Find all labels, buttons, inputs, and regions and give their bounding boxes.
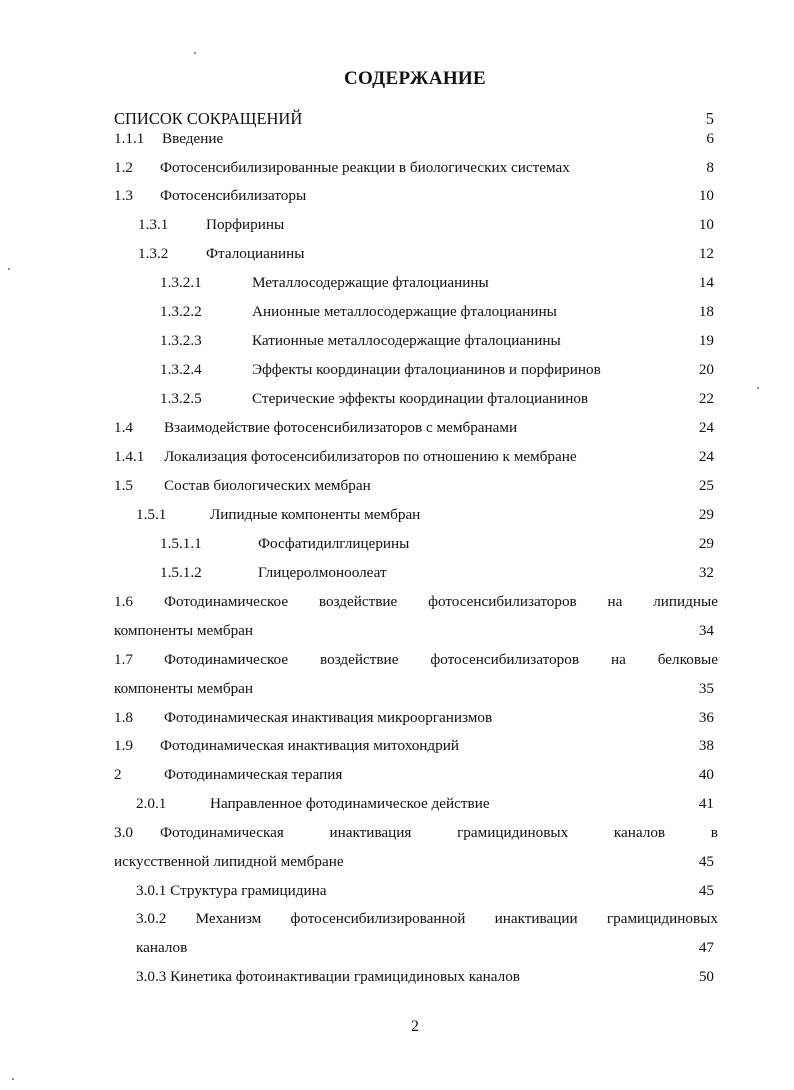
toc-entry-title: СПИСОК СОКРАЩЕНИЙ — [114, 109, 303, 128]
toc-entry-title: Эффекты координации фталоцианинов и порфиринов — [252, 361, 601, 378]
toc-entry-title: Металлосодержащие фталоцианины — [252, 274, 489, 291]
toc-entry-title: 3.0.1 Структура грамицидина — [136, 882, 327, 899]
toc-entry-page: 40 — [698, 766, 714, 783]
toc-entry-title: Направленное фотодинамическое действие — [210, 795, 490, 812]
toc-entry-title: Катионные металлосодержащие фталоцианины — [252, 332, 561, 349]
toc-entry-page: 6 — [706, 130, 714, 147]
toc-entry-page: 35 — [698, 680, 714, 697]
toc-entry-number: 1.3.2.5 — [160, 390, 202, 407]
toc-entry-page: 25 — [698, 477, 714, 494]
toc-entry-title: Фотосенсибилизаторы — [160, 187, 307, 204]
toc-entry-title: Фотодинамическая инактивация митохондрий — [160, 737, 460, 754]
toc-entry-number: 3.0 — [114, 824, 133, 841]
toc-entry-page: 5 — [705, 109, 714, 128]
toc-entry-page: 29 — [698, 506, 714, 523]
toc-entry-page: 12 — [698, 245, 714, 262]
toc-entry-number: 1.3.2.1 — [160, 274, 202, 291]
toc-entry-number: 1.3.2.2 — [160, 303, 202, 320]
toc-entry-title-cont: искусственной липидной мембране — [114, 853, 344, 870]
toc-entry-title-cont: каналов — [136, 939, 188, 956]
toc-entry-title-cont: компоненты мембран — [114, 680, 254, 697]
toc-entry-number: 1.8 — [114, 709, 133, 726]
toc-entry-number: 1.5.1 — [136, 506, 167, 523]
toc-entry-number: 1.3.1 — [138, 216, 169, 233]
scan-speck — [757, 387, 759, 389]
toc-entry-page: 18 — [698, 303, 714, 320]
toc-entry-page: 24 — [698, 448, 714, 465]
toc-entry-number: 2 — [114, 766, 122, 783]
toc-entry-page: 38 — [698, 737, 714, 754]
toc-entry-number: 1.7 — [114, 651, 133, 668]
toc-entry-title: Фотодинамическая инактивация грамицидиновых каналов в — [160, 824, 718, 841]
toc-entry-title: Глицеролмоноолеат — [258, 564, 387, 581]
toc-entry-title: Анионные металлосодержащие фталоцианины — [252, 303, 557, 320]
toc-entry-number: 1.1.1 — [114, 130, 145, 147]
toc-entry-page: 45 — [698, 853, 714, 870]
toc-entry-number: 1.3.2 — [138, 245, 169, 262]
toc-entry-number: 1.5.1.1 — [160, 535, 202, 552]
toc-entry-page: 24 — [698, 419, 714, 436]
toc-entry-page: 41 — [698, 795, 714, 812]
toc-entry-title: Фотодинамическая инактивация микроорганизмов — [164, 709, 493, 726]
toc-entry-page: 36 — [698, 709, 714, 726]
toc-entry-title: Фотосенсибилизированные реакции в биологических системах — [160, 159, 570, 176]
toc-entry-number: 1.6 — [114, 593, 133, 610]
toc-entry-title: Введение — [162, 130, 224, 147]
toc-entry-number: 1.3.2.4 — [160, 361, 202, 378]
toc-entry-number: 1.3 — [114, 187, 133, 204]
toc-entry-page: 29 — [698, 535, 714, 552]
toc-entry-title: Липидные компоненты мембран — [210, 506, 421, 523]
scan-speck — [12, 1078, 14, 1080]
toc-entry-page: 47 — [698, 939, 714, 956]
toc-entry-title: Состав биологических мембран — [164, 477, 371, 494]
toc-entry-title: Взаимодействие фотосенсибилизаторов с мембранами — [164, 419, 518, 436]
toc-entry-number: 1.4 — [114, 419, 133, 436]
toc-entry-title: Порфирины — [206, 216, 285, 233]
toc-entry-page: 20 — [698, 361, 714, 378]
scan-speck — [194, 52, 196, 54]
toc-entry-number: 1.3.2.3 — [160, 332, 202, 349]
page-number: 2 — [411, 1018, 419, 1035]
toc-entry-number: 1.4.1 — [114, 448, 145, 465]
scan-speck — [8, 268, 10, 270]
toc-entry-title: Фотодинамическое воздействие фотосенсибилизаторов на липидные — [164, 593, 718, 610]
toc-entry-number: 2.0.1 — [136, 795, 167, 812]
toc-entry-title: Фталоцианины — [206, 245, 305, 262]
toc-entry-page: 8 — [706, 159, 714, 176]
toc-entry-title: Локализация фотосенсибилизаторов по отношению к мембране — [164, 448, 577, 465]
toc-entry-number: 1.9 — [114, 737, 133, 754]
toc-entry-title-cont: компоненты мембран — [114, 622, 254, 639]
toc-entry-title: Стерические эффекты координации фталоцианинов — [252, 390, 589, 407]
toc-entry-title: 3.0.2 Механизм фотосенсибилизированной инактивации грамицидиновых — [136, 910, 718, 927]
toc-entry-number: 1.5.1.2 — [160, 564, 202, 581]
toc-entry-page: 10 — [698, 187, 714, 204]
toc-entry-number: 1.5 — [114, 477, 133, 494]
toc-entry-page: 34 — [698, 622, 714, 639]
toc-entry-title: 3.0.3 Кинетика фотоинактивации грамицидиновых каналов — [136, 968, 520, 985]
toc-entry-title: Фотодинамическое воздействие фотосенсибилизаторов на белковые — [164, 651, 718, 668]
toc-entry-page: 50 — [698, 968, 714, 985]
toc-entry-number: 1.2 — [114, 159, 133, 176]
page-title: СОДЕРЖАНИЕ — [344, 68, 486, 89]
toc-entry-title: Фотодинамическая терапия — [164, 766, 343, 783]
toc-entry-page: 14 — [698, 274, 714, 291]
toc-entry-title: Фосфатидилглицерины — [258, 535, 410, 552]
toc-entry-page: 22 — [698, 390, 714, 407]
toc-entry-page: 19 — [698, 332, 714, 349]
toc-entry-page: 45 — [698, 882, 714, 899]
toc-entry-page: 10 — [698, 216, 714, 233]
toc-entry-page: 32 — [698, 564, 714, 581]
